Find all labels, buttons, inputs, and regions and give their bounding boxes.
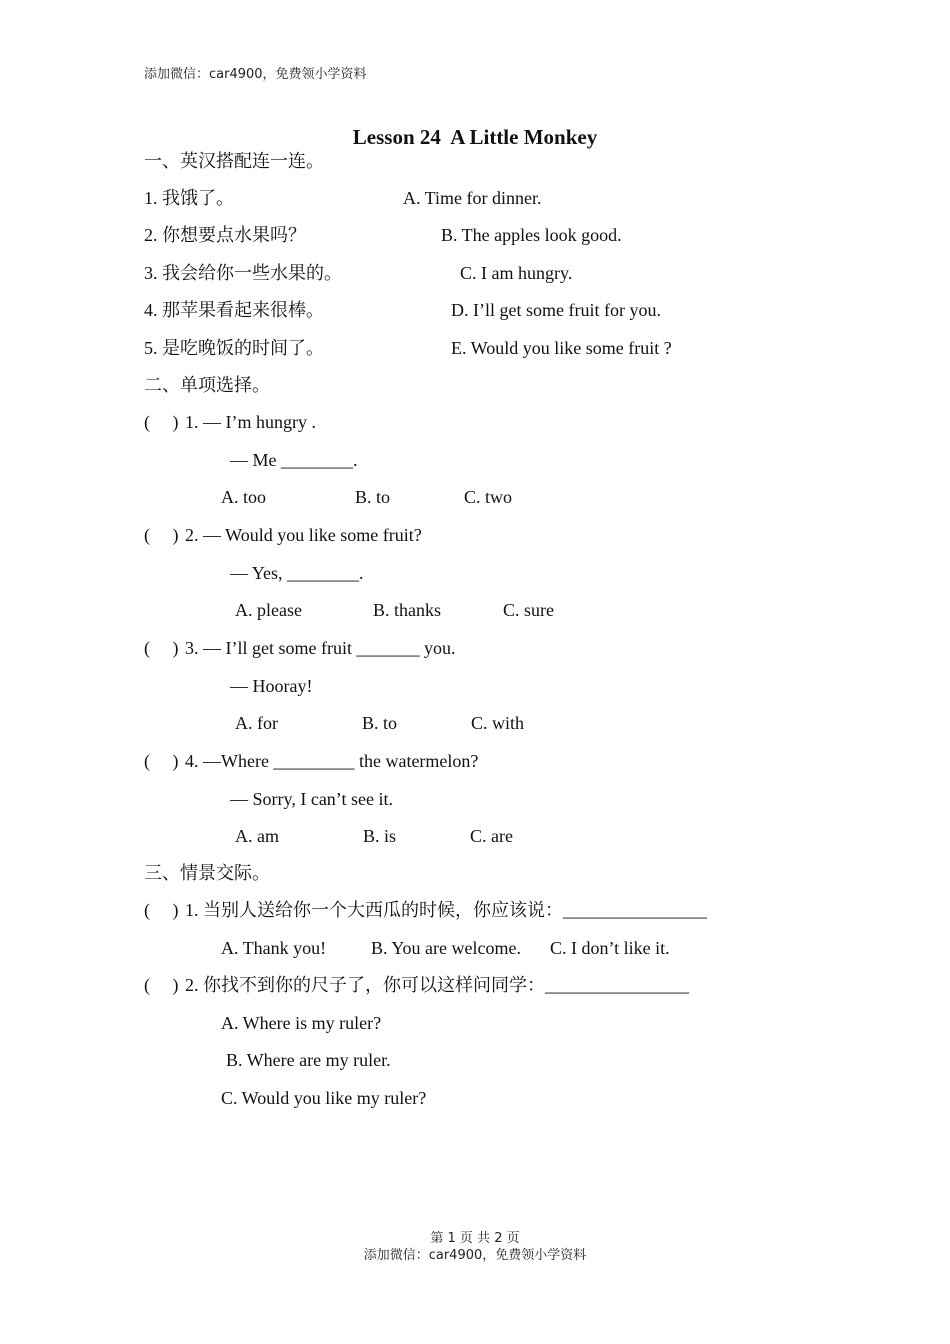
question-text: 1. — I’m hungry . [185, 412, 316, 432]
match-right-e: E. Would you like some fruit ? [451, 338, 672, 358]
match-left-1: 1. 我饿了。 [144, 188, 234, 208]
option-a: A. please [235, 600, 302, 620]
option-b: B. to [362, 713, 398, 733]
option-c: C. are [470, 826, 513, 846]
option-c: C. two [464, 487, 513, 507]
option-a: A. Thank you! [221, 938, 327, 958]
answer-paren[interactable]: ( ) [144, 638, 179, 658]
answer-paren[interactable]: ( ) [144, 975, 179, 995]
answer-paren[interactable]: ( ) [144, 751, 179, 771]
match-right-b: B. The apples look good. [441, 225, 622, 245]
option-b: B. You are welcome. [371, 938, 521, 958]
option-a: A. Where is my ruler? [221, 1013, 382, 1033]
question-reply: — Hooray! [230, 676, 313, 696]
question-reply: — Me ________. [230, 450, 358, 470]
question-text: 1. 当别人送给你一个大西瓜的时候，你应该说：________________ [185, 900, 707, 920]
question-text: 2. — Would you like some fruit? [185, 525, 422, 545]
match-right-d: D. I’ll get some fruit for you. [451, 300, 661, 320]
section-3-heading: 三、情景交际。 [144, 863, 270, 883]
option-b: B. thanks [373, 600, 442, 620]
option-c: C. with [471, 713, 525, 733]
match-left-5: 5. 是吃晚饭的时间了。 [144, 338, 324, 358]
option-c: C. sure [503, 600, 554, 620]
section-2-heading: 二、单项选择。 [144, 375, 270, 395]
option-b: B. Where are my ruler. [226, 1050, 391, 1070]
match-right-c: C. I am hungry. [460, 263, 573, 283]
option-b: B. to [355, 487, 391, 507]
option-a: A. am [235, 826, 279, 846]
option-c: C. I don’t like it. [550, 938, 670, 958]
answer-paren[interactable]: ( ) [144, 412, 179, 432]
footer-note: 添加微信：car4900，免费领小学资料 [363, 1248, 587, 1263]
option-a: A. too [221, 487, 266, 507]
question-reply: — Yes, ________. [230, 563, 364, 583]
match-left-3: 3. 我会给你一些水果的。 [144, 263, 342, 283]
page-number: 第 1 页 共 2 页 [430, 1231, 520, 1246]
answer-paren[interactable]: ( ) [144, 900, 179, 920]
page-title: Lesson 24 A Little Monkey [352, 125, 598, 149]
match-left-2: 2. 你想要点水果吗？ [144, 225, 306, 245]
question-text: 4. —Where _________ the watermelon? [185, 751, 479, 771]
question-reply: — Sorry, I can’t see it. [230, 789, 393, 809]
option-b: B. is [363, 826, 397, 846]
match-right-a: A. Time for dinner. [403, 188, 542, 208]
option-a: A. for [235, 713, 278, 733]
section-1-heading: 一、英汉搭配连一连。 [144, 151, 324, 171]
match-left-4: 4. 那苹果看起来很棒。 [144, 300, 324, 320]
question-text: 2. 你找不到你的尺子了，你可以这样问同学：________________ [185, 975, 689, 995]
option-c: C. Would you like my ruler? [221, 1088, 427, 1108]
question-text: 3. — I’ll get some fruit _______ you. [185, 638, 456, 658]
header-note: 添加微信：car4900，免费领小学资料 [144, 67, 367, 82]
answer-paren[interactable]: ( ) [144, 525, 179, 545]
